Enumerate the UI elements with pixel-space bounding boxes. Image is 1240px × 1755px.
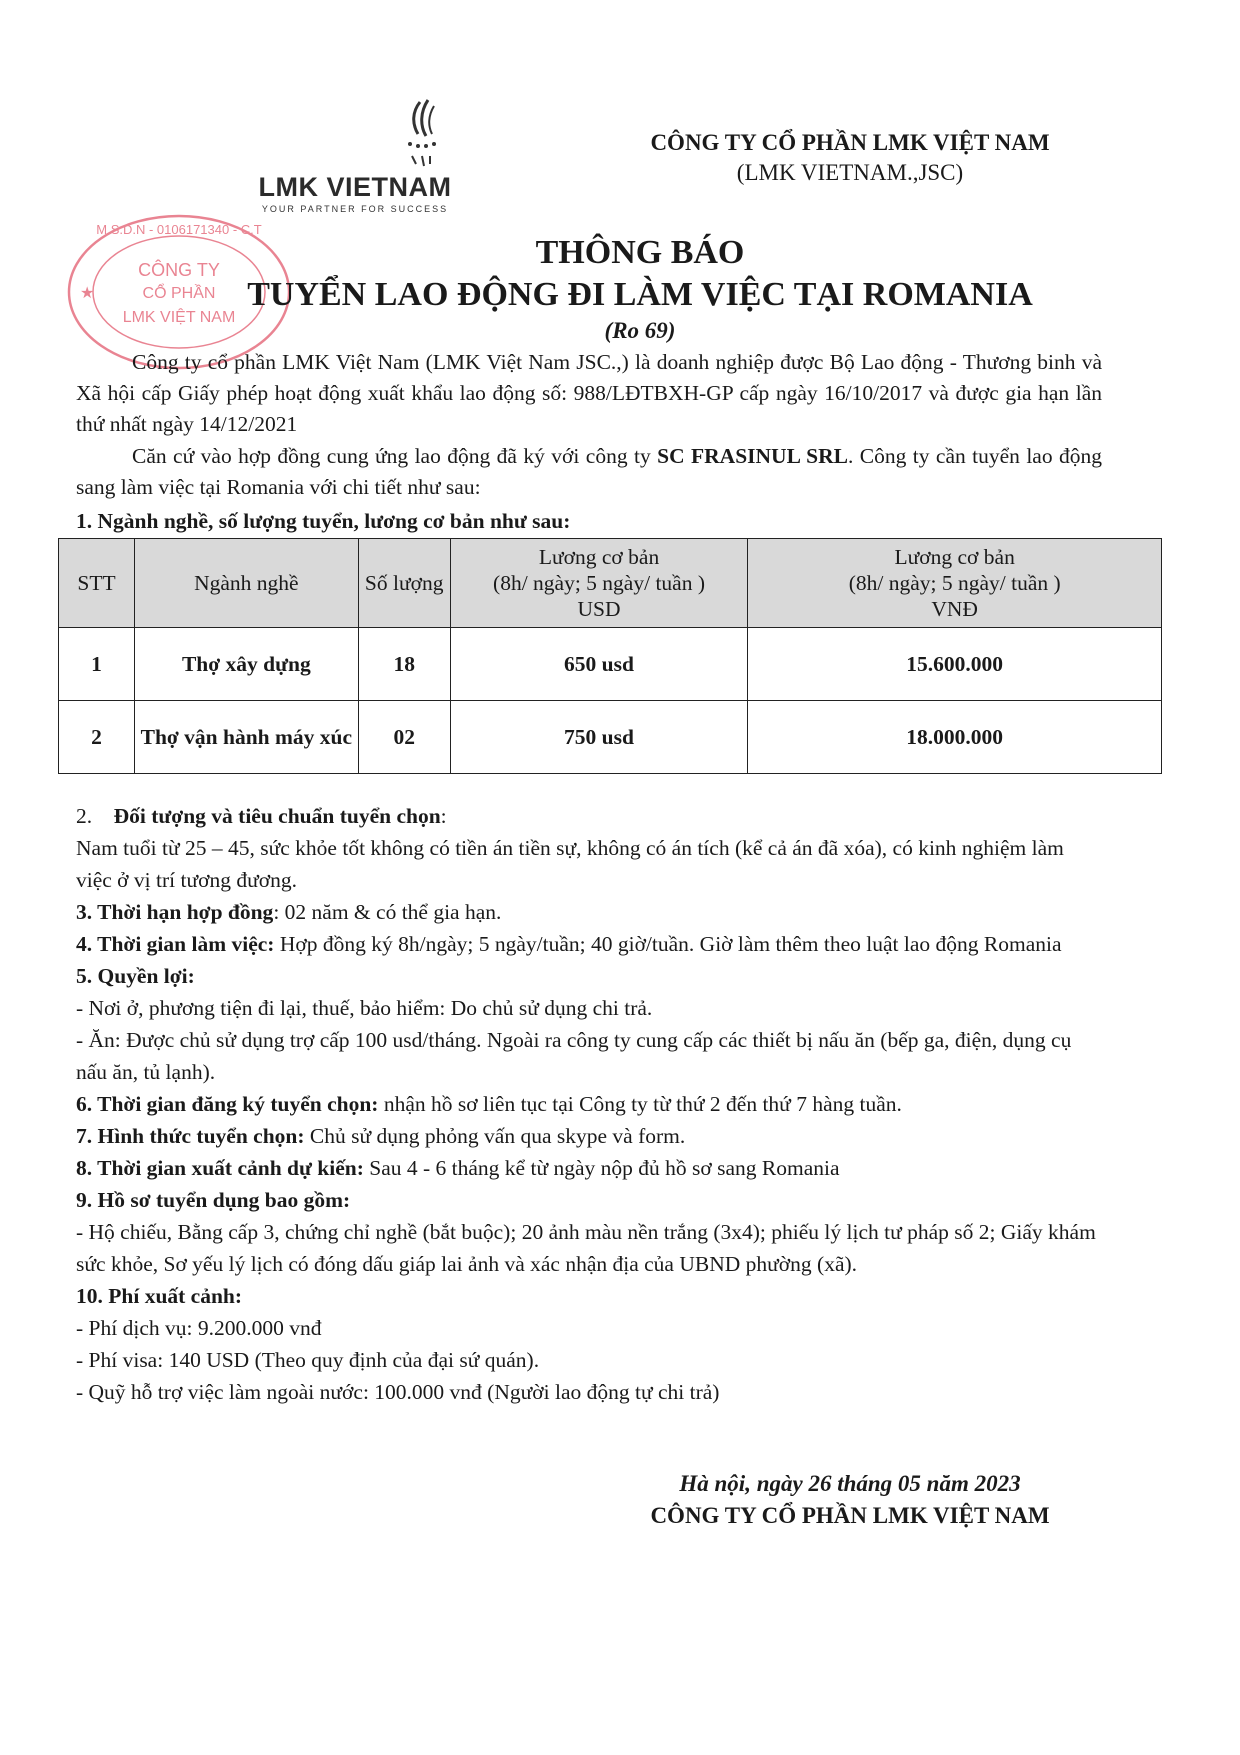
section-6-title: 6. Thời gian đăng ký tuyển chọn:	[76, 1092, 379, 1116]
section-5-item-b: - Ăn: Được chủ sử dụng trợ cấp 100 usd/tháng. Ngoài ra công ty cung cấp các thiết bị nấu ăn (bếp ga, điện, dụng cụ nấu ăn, tủ lạnh).	[76, 1028, 1072, 1084]
intro-p2-end: . Công ty cần tuyển lao động sang làm việc tại Romania với chi tiết như sau:	[76, 444, 1103, 499]
header-vnd-line1: Lương cơ bản	[894, 545, 1015, 569]
section-2-colon: :	[440, 804, 447, 828]
section-7-title: 7. Hình thức tuyển chọn:	[76, 1124, 305, 1148]
notice-subtitle: TUYỂN LAO ĐỘNG ĐI LÀM VIỆC TẠI ROMANIA	[247, 276, 1033, 313]
header-vnd-line3: VNĐ	[931, 597, 978, 621]
cell-stt: 2	[59, 701, 135, 774]
section-10-item-b: - Phí visa: 140 USD (Theo quy định của đại sứ quán).	[76, 1348, 540, 1372]
section-2-text: Nam tuổi từ 25 – 45, sức khỏe tốt không có tiền án tiền sự, không có án tích (kể cả án đã xóa), có kinh nghiệm làm việc ở vị trí tương đương.	[76, 836, 1064, 892]
table-row	[59, 701, 1162, 774]
section-6	[76, 1088, 1102, 1120]
stamp-line3: LMK VIỆT NAM	[122, 309, 236, 326]
section-10-item-a: - Phí dịch vụ: 9.200.000 vnđ	[76, 1316, 322, 1340]
jobs-table	[58, 538, 1162, 774]
section-6-text: nhận hồ sơ liên tục tại Công ty từ thứ 2 đến thứ 7 hàng tuần.	[378, 1092, 902, 1116]
company-logo	[240, 98, 470, 218]
header-job: Ngành nghề	[134, 539, 358, 628]
header-usd-line3: USD	[577, 597, 621, 621]
header-salary-vnd	[748, 539, 1162, 628]
section-9-text: - Hộ chiếu, Bằng cấp 3, chứng chỉ nghề (bắt buộc); 20 ảnh màu nền trắng (3x4); phiếu lý lịch tư pháp số 2; Giấy khám sức khỏe, Sơ yếu lý lịch có đóng dấu giáp lai ảnh và xác nhận địa của UBND phường (xã).	[76, 1220, 1096, 1276]
section-3-title: 3. Thời hạn hợp đồng	[76, 900, 274, 924]
table-header-row	[59, 539, 1162, 628]
intro-paragraph-2	[76, 441, 1102, 503]
section-1-heading: 1. Ngành nghề, số lượng tuyển, lương cơ bản như sau:	[76, 509, 571, 533]
partner-company: SC FRASINUL SRL	[657, 444, 848, 468]
section-3-text: : 02 năm & có thể gia hạn.	[273, 900, 502, 924]
section-8-title: 8. Thời gian xuất cảnh dự kiến:	[76, 1156, 364, 1180]
section-7	[76, 1120, 1102, 1152]
header-usd-line1: Lương cơ bản	[538, 545, 660, 569]
section-5-title	[76, 960, 1102, 992]
notice-code: (Ro 69)	[604, 318, 676, 343]
company-name: CÔNG TY CỔ PHẦN LMK VIỆT NAM	[650, 130, 1050, 155]
company-header	[600, 128, 1100, 188]
logo-name: LMK VIETNAM	[258, 172, 452, 202]
section-5-item-a: - Nơi ở, phương tiện đi lại, thuế, bảo hiểm: Do chủ sử dụng chi trả.	[76, 996, 653, 1020]
header-salary-usd	[450, 539, 748, 628]
section-2-number: 2.	[76, 804, 93, 828]
section-9-title	[76, 1184, 1102, 1216]
cell-qty: 02	[358, 701, 450, 774]
stamp-line2: CỔ PHẦN	[142, 285, 216, 302]
section-4	[76, 928, 1102, 960]
stamp-line1: CÔNG TY	[138, 260, 220, 280]
header-usd-line2: (8h/ ngày; 5 ngày/ tuần )	[493, 571, 705, 595]
notice-title: THÔNG BÁO	[535, 234, 745, 271]
notice-body	[76, 800, 1102, 1408]
section-10-item-c: - Quỹ hỗ trợ việc làm ngoài nước: 100.000 vnđ (Người lao động tự chi trả)	[76, 1380, 720, 1404]
section-10-title-text: 10. Phí xuất cảnh:	[76, 1284, 243, 1308]
section-4-title: 4. Thời gian làm việc:	[76, 932, 275, 956]
signature-company: CÔNG TY CỔ PHẦN LMK VIỆT NAM	[650, 1503, 1050, 1528]
table-row	[59, 628, 1162, 701]
section-8-text: Sau 4 - 6 tháng kể từ ngày nộp đủ hồ sơ sang Romania	[363, 1156, 840, 1180]
intro-paragraph-1: Công ty cổ phần LMK Việt Nam (LMK Việt Nam JSC.,) là doanh nghiệp được Bộ Lao động - Thương binh và Xã hội cấp Giấy phép hoạt động xuất khẩu lao động số: 988/LĐTBXH-GP cấp ngày 16/10/2017 và được gia hạn lần thứ nhất ngày 14/12/2021	[76, 350, 1102, 436]
signature-block	[600, 1468, 1100, 1532]
section-10-title	[76, 1280, 1102, 1312]
cell-vnd: 18.000.000	[748, 701, 1162, 774]
section-2-title: Đối tượng và tiêu chuẩn tuyển chọn	[113, 804, 441, 828]
intro-p2-start: Căn cứ vào hợp đồng cung ứng lao động đã ký với công ty	[132, 444, 658, 468]
section-7-text: Chủ sử dụng phỏng vấn qua skype và form.	[304, 1124, 686, 1148]
cell-vnd: 15.600.000	[748, 628, 1162, 701]
cell-usd: 650 usd	[450, 628, 748, 701]
header-qty: Số lượng	[358, 539, 450, 628]
cell-job: Thợ xây dựng	[134, 628, 358, 701]
section-4-text: Hợp đồng ký 8h/ngày; 5 ngày/tuần; 40 giờ/tuần. Giờ làm thêm theo luật lao động Romania	[274, 932, 1062, 956]
header-stt: STT	[59, 539, 135, 628]
section-3	[76, 896, 1102, 928]
logo-swirl-icon	[390, 98, 450, 178]
section-2-heading	[76, 800, 1102, 832]
signature-date: Hà nội, ngày 26 tháng 05 năm 2023	[679, 1471, 1021, 1496]
stamp-star-icon: ★	[80, 285, 95, 302]
stamp-top-text: M.S.D.N - 0106171340 - C.T	[96, 222, 262, 237]
header-vnd-line2: (8h/ ngày; 5 ngày/ tuần )	[848, 571, 1061, 595]
section-8	[76, 1152, 1102, 1184]
logo-slogan: YOUR PARTNER FOR SUCCESS	[261, 204, 449, 214]
cell-stt: 1	[59, 628, 135, 701]
cell-usd: 750 usd	[450, 701, 748, 774]
section-9-title-text: 9. Hồ sơ tuyển dụng bao gồm:	[76, 1188, 351, 1212]
cell-job: Thợ vận hành máy xúc	[134, 701, 358, 774]
company-abbr: (LMK VIETNAM.,JSC)	[736, 160, 964, 185]
section-5-title-text: 5. Quyền lợi:	[76, 964, 195, 988]
cell-qty: 18	[358, 628, 450, 701]
